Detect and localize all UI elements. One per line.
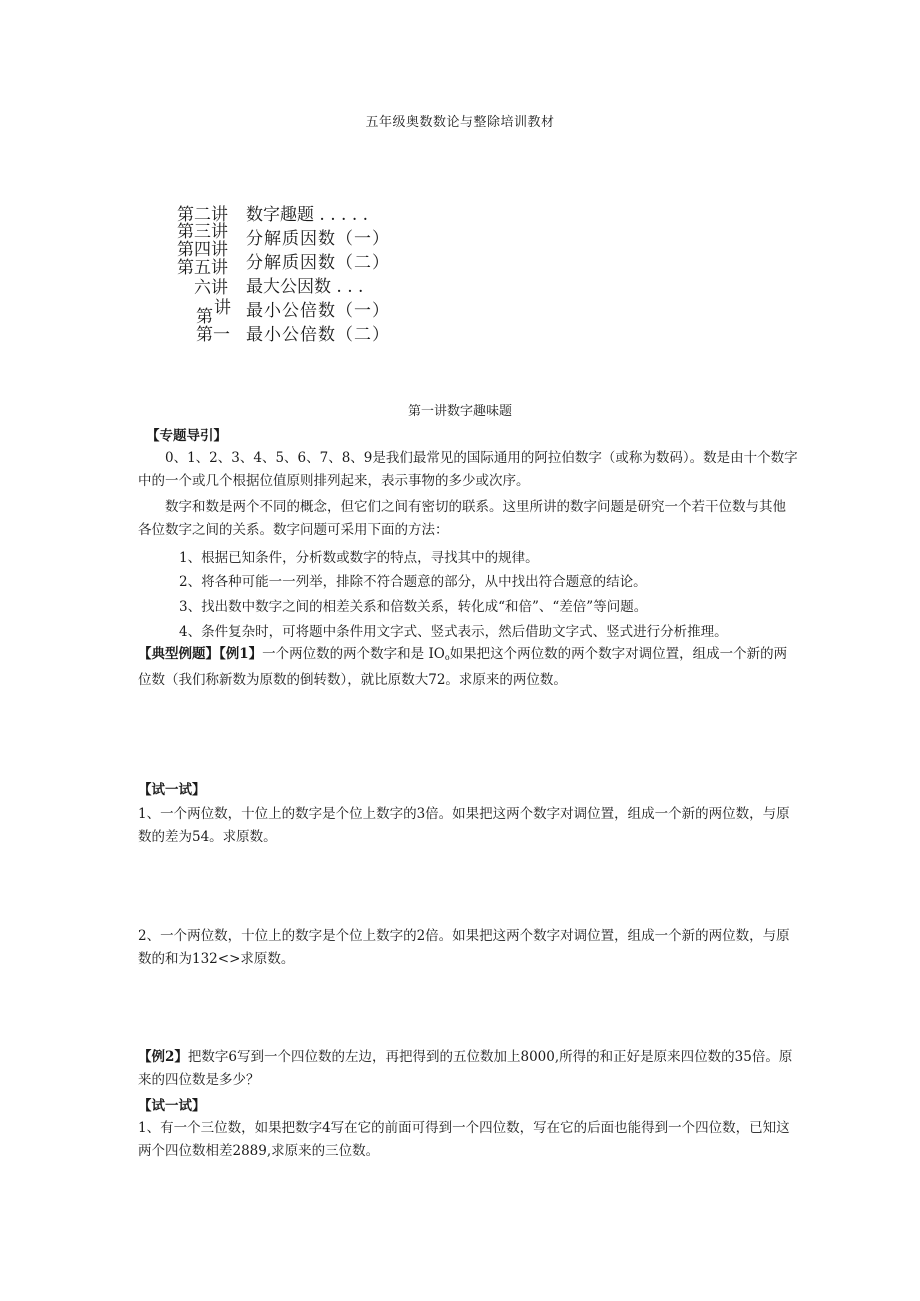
method-item: 2、将各种可能一一列举，排除不符合题意的部分，从中找出符合题意的结论。	[179, 574, 647, 590]
exercise-item: 1、一个两位数，十位上的数字是个位上数字的3倍。如果把这两个数字对调位置，组成一个新的两位数，与原数的差为54。求原数。	[138, 806, 790, 845]
toc-entry: 最小公倍数（一）	[246, 301, 390, 321]
example-text: 一个两位数的两个数字和是 IO	[262, 646, 445, 662]
example-2	[138, 1046, 798, 1092]
intro-paragraph: 0、1、2、3、4、5、6、7、8、9是我们最常见的国际通用的阿拉伯数字（或称为数码）。数是由十个数字中的一个或几个根据位值原则排列起来，表示事物的多少或次序。	[138, 450, 798, 489]
toc-entry: 数字趣题 . . . . .	[246, 205, 369, 225]
document-title: 五年级奥数数论与整除培训教材	[365, 115, 555, 130]
try-heading: 【试一试】	[138, 1098, 206, 1114]
toc-label: 六讲	[194, 278, 228, 298]
example-subscript: o	[444, 653, 450, 662]
example-text: 如果把这个两位数的两个数字对调位置，组成一个新的两位数（我们称新数为原数的倒转数），就比原数大72。求原来的两位数。	[138, 646, 788, 688]
exercise-item: 2、一个两位数，十位上的数字是个位上数字的2倍。如果把这两个数字对调位置，组成一个新的两位数，与原数的和为132<>求原数。	[138, 928, 790, 967]
exercise-item: 1、有一个三位数，如果把数字4写在它的前面可得到一个四位数，写在它的后面也能得到一个四位数，已知这两个四位数相差2889,求原来的三位数。	[138, 1120, 790, 1159]
toc-entry: 分解质因数（二）	[246, 253, 390, 273]
method-item: 3、找出数中数字之间的相差关系和倍数关系，转化成“和倍”、“差倍”等问题。	[179, 599, 648, 615]
toc-entry: 最大公因数 . . .	[246, 277, 364, 297]
example-label: 【典型例题】【例1】	[138, 646, 263, 662]
toc-label: 讲	[214, 298, 231, 318]
lesson-title: 第一讲数字趣味题	[407, 404, 512, 419]
example-text: 把数字6写到一个四位数的左边，再把得到的五位数加上8000,所得的和正好是原来四位数的35倍。原来的四位数是多少？	[138, 1049, 793, 1088]
toc-label: 第四讲	[177, 240, 228, 260]
try-heading: 【试一试】	[138, 782, 206, 798]
method-item: 4、条件复杂时，可将题中条件用文字式、竖式表示，然后借助文字式、竖式进行分析推理。	[179, 624, 728, 640]
toc-entry: 最小公倍数（二）	[246, 325, 390, 345]
toc-label: 第	[196, 307, 213, 327]
method-item: 1、根据已知条件，分析数或数字的特点，寻找其中的规律。	[179, 550, 539, 566]
toc-label: 第二讲	[177, 205, 228, 225]
toc-label: 第五讲	[177, 258, 228, 278]
toc-entry: 分解质因数（一）	[246, 229, 390, 249]
intro-heading: 【专题导引】	[146, 428, 227, 444]
intro-paragraph: 数字和数是两个不同的概念，但它们之间有密切的联系。这里所讲的数字问题是研究一个若干位数与其他各位数字之间的关系。数字问题可采用下面的方法：	[138, 499, 786, 538]
example-label: 【例2】	[138, 1049, 188, 1065]
toc-label: 第三讲	[177, 222, 228, 242]
example-1	[138, 643, 798, 692]
toc-label: 第一	[196, 325, 230, 345]
